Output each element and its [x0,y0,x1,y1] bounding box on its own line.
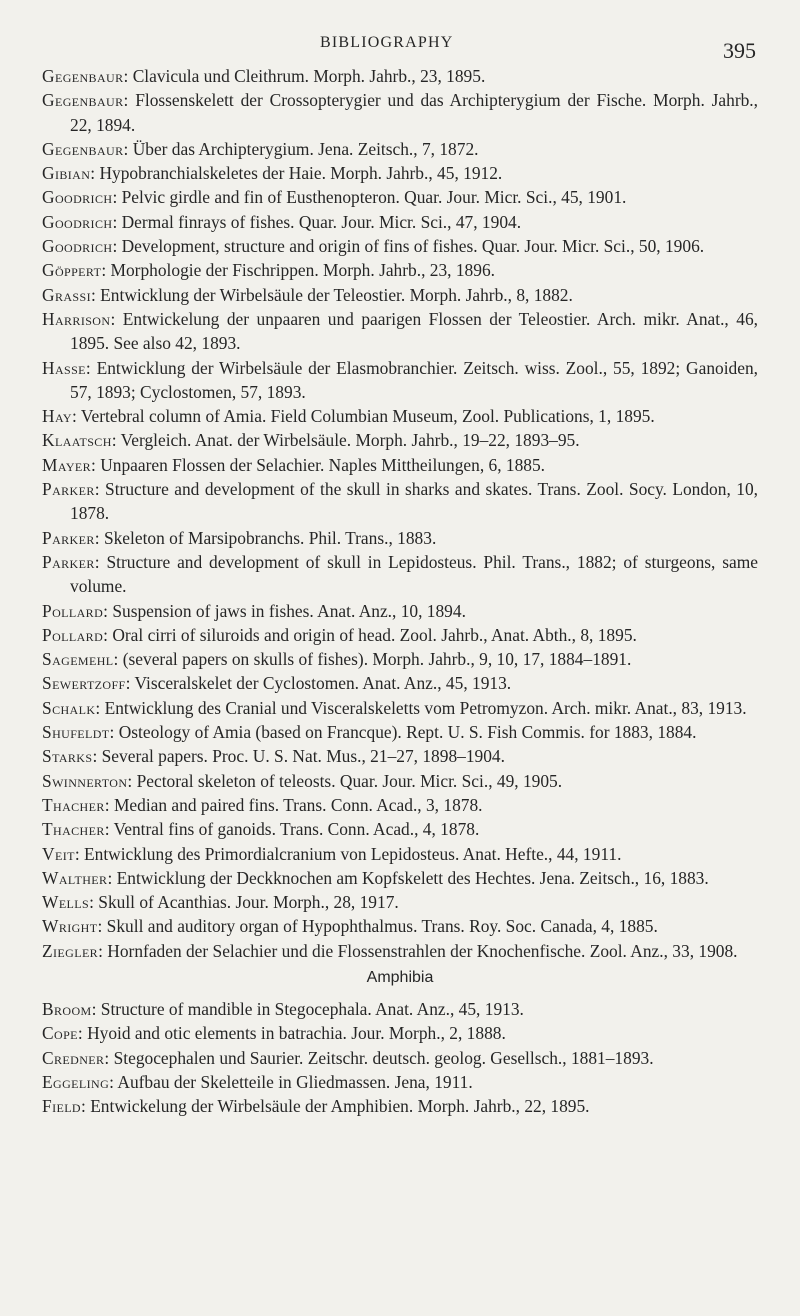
entry-author: Eggeling [42,1071,110,1092]
entry-citation: Visceralskelet der Cyclostomen. Anat. Anz., 45, 1913. [134,673,512,694]
entry-citation: Pelvic girdle and fin of Eusthenopteron. Quar. Jour. Micr. Sci., 45, 1901. [121,187,627,208]
bibliography-entry: Parker: Structure and development of the skull in sharks and skates. Trans. Zool. Socy. London, 10, 1878. [42,479,758,524]
bibliography-entry: Thacher: Median and paired fins. Trans. Conn. Acad., 3, 1878. [42,794,483,815]
entry-author: Hasse [42,357,86,378]
entry-author: Shufeldt [42,722,110,743]
entry-citation: Entwicklung der Deckknochen am Kopfskelett des Hechtes. Jena. Zeitsch., 16, 1883. [116,867,709,888]
entry-author: Cope [42,1023,78,1044]
entry-author: Starks [42,746,93,767]
entry-author: Göppert [42,260,102,281]
entry-author: Hay [42,406,72,427]
entry-author: Goodrich [42,236,113,257]
bibliography-entry: Shufeldt: Osteology of Amia (based on Francque). Rept. U. S. Fish Commis. for 1883, 1884. [42,722,697,743]
entry-author: Broom [42,998,92,1019]
bibliography-entry: Cope: Hyoid and otic elements in batrachia. Jour. Morph., 2, 1888. [42,1023,506,1044]
entry-author: Parker [42,551,95,572]
entry-citation: Hornfaden der Selachier und die Flossenstrahlen der Knochenfische. Zool. Anz., 33, 1908. [107,940,738,961]
entry-citation: Über das Archipterygium. Jena. Zeitsch., 7, 1872. [132,138,479,159]
entry-citation: Dermal finrays of fishes. Quar. Jour. Micr. Sci., 47, 1904. [121,211,522,232]
bibliography-entry: Broom: Structure of mandible in Stegocephala. Anat. Anz., 45, 1913. [42,998,524,1019]
entry-author: Gegenbaur [42,90,124,111]
entry-author: Klaatsch [42,430,112,451]
entry-citation: Stegocephalen und Saurier. Zeitschr. deutsch. geolog. Gesellsch., 1881–1893. [113,1047,654,1068]
entry-citation: Structure and development of the skull in sharks and skates. Trans. Zool. Socy. London, 10, 1878. [70,479,758,524]
entry-author: Veit [42,843,75,864]
bibliography-entry: Grassi: Entwicklung der Wirbelsäule der Teleostier. Morph. Jahrb., 8, 1882. [42,284,573,305]
fishes-entry-list [42,64,758,963]
entry-citation: Entwicklung der Wirbelsäule der Teleostier. Morph. Jahrb., 8, 1882. [100,284,573,305]
entry-author: Pollard [42,600,104,621]
entry-citation: Aufbau der Skeletteile in Gliedmassen. Jena, 1911. [117,1071,473,1092]
entry-author: Harrison [42,308,111,329]
bibliography-entry: Goodrich: Dermal finrays of fishes. Quar. Jour. Micr. Sci., 47, 1904. [42,211,522,232]
entry-author: Pollard [42,624,104,645]
entry-author: Field [42,1096,81,1117]
entry-citation: Entwicklung der Wirbelsäule der Elasmobranchier. Zeitsch. wiss. Zool., 55, 1892; Ganoiden, 57, 1893; Cyclostomen, 57, 1893. [70,357,758,402]
entry-citation: Osteology of Amia (based on Francque). Rept. U. S. Fish Commis. for 1883, 1884. [118,722,697,743]
entry-citation: Development, structure and origin of fins of fishes. Quar. Jour. Micr. Sci., 50, 1906. [121,236,705,257]
entry-citation: Pectoral skeleton of teleosts. Quar. Jour. Micr. Sci., 49, 1905. [136,770,563,791]
entry-citation: Hypobranchialskeletes der Haie. Morph. Jahrb., 45, 1912. [99,163,503,184]
entry-author: Credner [42,1047,105,1068]
entry-author: Gibian [42,163,91,184]
bibliography-entry: Starks: Several papers. Proc. U. S. Nat. Mus., 21–27, 1898–1904. [42,746,505,767]
entry-author: Wright [42,916,98,937]
bibliography-entry: Harrison: Entwickelung der unpaaren und paarigen Flossen der Teleostier. Arch. mikr. Anat., 46, 1895. See also 42, 1893. [42,308,758,354]
entry-author: Schalk [42,697,96,718]
entry-citation: Suspension of jaws in fishes. Anat. Anz., 10, 1894. [112,600,466,621]
entry-citation: Unpaaren Flossen der Selachier. Naples Mittheilungen, 6, 1885. [100,454,546,475]
section-heading-amphibia: Amphibia [366,968,434,986]
entry-author: Gegenbaur [42,138,124,159]
bibliography-entry: Wright: Skull and auditory organ of Hypophthalmus. Trans. Roy. Soc. Canada, 4, 1885. [42,916,658,937]
entry-citation: Entwicklung des Primordialcranium von Lepidosteus. Anat. Hefte., 44, 1911. [84,843,622,864]
bibliography-entry: Field: Entwickelung der Wirbelsäule der Amphibien. Morph. Jahrb., 22, 1895. [42,1096,590,1117]
entry-author: Goodrich [42,211,113,232]
bibliography-entry: Ziegler: Hornfaden der Selachier und die Flossenstrahlen der Knochenfische. Zool. Anz., 33, 1908. [42,940,738,961]
entry-citation: Hyoid and otic elements in batrachia. Jour. Morph., 2, 1888. [87,1023,506,1044]
entry-citation: Structure of mandible in Stegocephala. Anat. Anz., 45, 1913. [100,998,524,1019]
entry-citation: Skull of Acanthias. Jour. Morph., 28, 1917. [98,892,399,913]
entry-citation: Median and paired fins. Trans. Conn. Acad., 3, 1878. [113,794,483,815]
entry-citation: Skeleton of Marsipobranchs. Phil. Trans., 1883. [103,527,437,548]
bibliography-entry: Thacher: Ventral fins of ganoids. Trans. Conn. Acad., 4, 1878. [42,819,480,840]
bibliography-entry: Gibian: Hypobranchialskeletes der Haie. Morph. Jahrb., 45, 1912. [42,163,503,184]
entry-author: Goodrich [42,187,113,208]
entry-author: Grassi [42,284,91,305]
entry-citation: Several papers. Proc. U. S. Nat. Mus., 21–27, 1898–1904. [101,746,505,767]
bibliography-entry: Credner: Stegocephalen und Saurier. Zeitschr. deutsch. geolog. Gesellsch., 1881–1893. [42,1047,654,1068]
bibliography-entry: Gegenbaur: Flossenskelett der Crossopterygier und das Archipterygium der Fische. Morph. Jahrb., 22, 1894. [42,90,759,135]
bibliography-entry: Pollard: Oral cirri of siluroids and origin of head. Zool. Jahrb., Anat. Abth., 8, 1895. [42,624,637,645]
page-header [42,20,758,64]
bibliography-entry: Mayer: Unpaaren Flossen der Selachier. Naples Mittheilungen, 6, 1885. [42,454,546,475]
bibliography-entry: Gegenbaur: Über das Archipterygium. Jena. Zeitsch., 7, 1872. [42,138,479,159]
entry-author: Thacher [42,794,105,815]
entry-author: Swinnerton [42,770,128,791]
entry-author: Ziegler [42,940,99,961]
entry-author: Sewertzoff [42,673,126,694]
entry-author: Mayer [42,454,92,475]
bibliography-entry: Sewertzoff: Visceralskelet der Cyclostomen. Anat. Anz., 45, 1913. [42,673,512,694]
bibliography-entry: Klaatsch: Vergleich. Anat. der Wirbelsäule. Morph. Jahrb., 19–22, 1893–95. [42,430,580,451]
entry-citation: Entwicklung des Cranial und Visceralskeletts vom Petromyzon. Arch. mikr. Anat., 83, 1913. [104,697,747,718]
bibliography-entry: Veit: Entwicklung des Primordialcranium von Lepidosteus. Anat. Hefte., 44, 1911. [42,843,622,864]
entry-author: Thacher [42,819,105,840]
entry-citation: Structure and development of skull in Lepidosteus. Phil. Trans., 1882; of sturgeons, same volume. [70,551,758,597]
bibliography-entry: Hay: Vertebral column of Amia. Field Columbian Museum, Zool. Publications, 1, 1895. [42,406,655,427]
entry-citation: Clavicula und Cleithrum. Morph. Jahrb., 23, 1895. [132,66,486,86]
entry-citation: Oral cirri of siluroids and origin of head. Zool. Jahrb., Anat. Abth., 8, 1895. [112,624,637,645]
bibliography-entry: Göppert: Morphologie der Fischrippen. Morph. Jahrb., 23, 1896. [42,260,495,281]
amphibia-entry-list [42,997,758,1118]
entry-citation: (several papers on skulls of fishes). Morph. Jahrb., 9, 10, 17, 1884–1891. [122,649,632,670]
bibliography-entry: Pollard: Suspension of jaws in fishes. Anat. Anz., 10, 1894. [42,600,466,621]
bibliography-entry: Parker: Structure and development of skull in Lepidosteus. Phil. Trans., 1882; of sturgeons, same volume. [42,551,758,597]
entry-citation: Flossenskelett der Crossopterygier und das Archipterygium der Fische. Morph. Jahrb., 22, 1894. [70,90,759,135]
bibliography-entry: Goodrich: Development, structure and origin of fins of fishes. Quar. Jour. Micr. Sci., 50, 1906. [42,236,705,257]
bibliography-entry: Eggeling: Aufbau der Skeletteile in Gliedmassen. Jena, 1911. [42,1071,473,1092]
entry-citation: Skull and auditory organ of Hypophthalmus. Trans. Roy. Soc. Canada, 4, 1885. [106,916,658,937]
bibliography-entry: Parker: Skeleton of Marsipobranchs. Phil. Trans., 1883. [42,527,437,548]
bibliography-entry: Schalk: Entwicklung des Cranial und Visceralskeletts vom Petromyzon. Arch. mikr. Anat., 83, 1913. [42,697,747,718]
running-head: BIBLIOGRAPHY [320,34,454,51]
entry-author: Parker [42,527,95,548]
bibliography-entry: Hasse: Entwicklung der Wirbelsäule der Elasmobranchier. Zeitsch. wiss. Zool., 55, 1892; Ganoiden, 57, 1893; Cyclostomen, 57, 1893. [42,357,758,402]
entry-author: Gegenbaur [42,66,124,86]
bibliography-entry: Gegenbaur: Clavicula und Cleithrum. Morph. Jahrb., 23, 1895. [42,66,486,86]
bibliography-entry: Goodrich: Pelvic girdle and fin of Eusthenopteron. Quar. Jour. Micr. Sci., 45, 1901. [42,187,627,208]
entry-citation: Vertebral column of Amia. Field Columbian Museum, Zool. Publications, 1, 1895. [80,406,655,427]
bibliography-page [42,20,758,1118]
bibliography-entry: Sagemehl: (several papers on skulls of fishes). Morph. Jahrb., 9, 10, 17, 1884–1891. [42,649,632,670]
bibliography-entry: Swinnerton: Pectoral skeleton of teleosts. Quar. Jour. Micr. Sci., 49, 1905. [42,770,563,791]
entry-author: Parker [42,479,95,500]
entry-citation: Morphologie der Fischrippen. Morph. Jahrb., 23, 1896. [110,260,495,281]
entry-author: Sagemehl [42,649,114,670]
bibliography-entry: Walther: Entwicklung der Deckknochen am Kopfskelett des Hechtes. Jena. Zeitsch., 16, 1883. [42,867,709,888]
entry-citation: Ventral fins of ganoids. Trans. Conn. Acad., 4, 1878. [113,819,480,840]
bibliography-entry: Wells: Skull of Acanthias. Jour. Morph., 28, 1917. [42,892,399,913]
entry-citation: Vergleich. Anat. der Wirbelsäule. Morph. Jahrb., 19–22, 1893–95. [120,430,580,451]
entry-citation: Entwickelung der Wirbelsäule der Amphibien. Morph. Jahrb., 22, 1895. [90,1096,590,1117]
entry-author: Wells [42,892,90,913]
page-number: 395 [723,38,756,63]
entry-citation: Entwickelung der unpaaren und paarigen Flossen der Teleostier. Arch. mikr. Anat., 46, 1895. See also 42, 1893. [70,308,758,354]
entry-author: Walther [42,867,108,888]
